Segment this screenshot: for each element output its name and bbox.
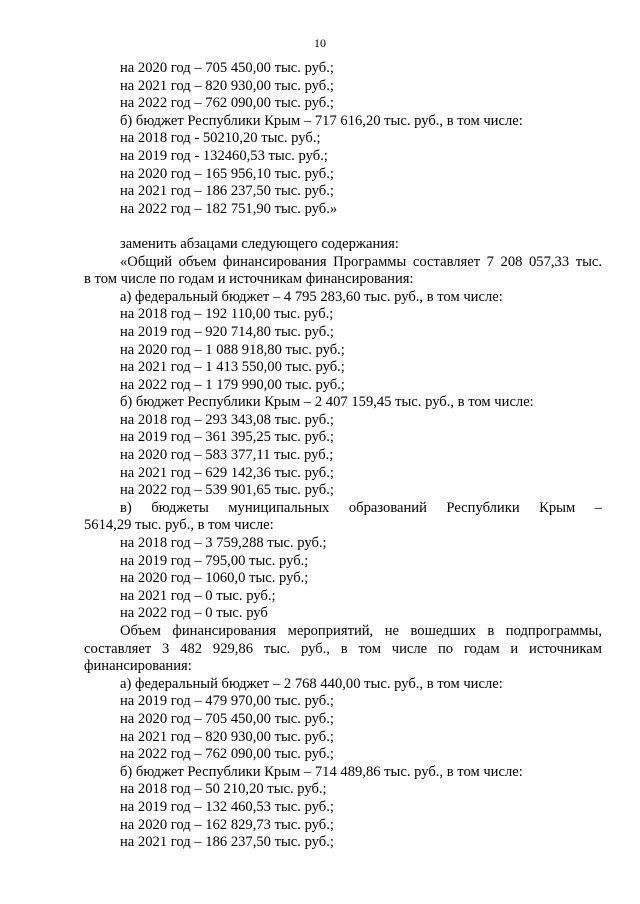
text-line: на 2018 год – 50 210,20 тыс. руб.; xyxy=(120,781,327,798)
text-line: на 2021 год – 820 930,00 тыс. руб.; xyxy=(120,728,334,745)
general-funding-line: в том числе по годам и источникам финансирования: xyxy=(84,271,414,288)
text-line: на 2020 год – 705 450,00 тыс. руб.; xyxy=(120,710,334,727)
text-line: на 2020 год – 583 377,11 тыс. руб.; xyxy=(120,447,334,464)
events-funding-block xyxy=(84,623,602,676)
text-line: на 2021 год – 186 237,50 тыс. руб.; xyxy=(120,834,334,851)
text-line: на 2021 год – 0 тыс. руб.; xyxy=(120,587,276,604)
text-line: на 2018 год - 50210,20 тыс. руб.; xyxy=(120,130,321,147)
events-crimea-block xyxy=(84,764,602,852)
text-line: на 2018 год – 3 759,288 тыс. руб.; xyxy=(120,535,327,552)
events-funding-line: финансирования: xyxy=(84,658,192,675)
paragraph-gap xyxy=(84,218,602,236)
document-body xyxy=(84,60,602,852)
general-funding-line: «Общий объем финансирования Программы составляет 7 208 057,33 тыс. xyxy=(120,253,602,270)
text-line: на 2019 год – 795,00 тыс. руб.; xyxy=(120,552,309,569)
text-line: на 2019 год – 132 460,53 тыс. руб.; xyxy=(120,798,334,815)
text-line: на 2018 год – 293 343,08 тыс. руб.; xyxy=(120,411,334,428)
federal-budget-header: а) федеральный бюджет – 4 795 283,60 тыс. руб., в том числе: xyxy=(120,288,503,305)
text-line: на 2020 год – 162 829,73 тыс. руб.; xyxy=(120,816,334,833)
text-line: на 2019 год – 920 714,80 тыс. руб.; xyxy=(120,323,334,340)
text-line: на 2020 год – 165 956,10 тыс. руб.; xyxy=(120,165,334,182)
replace-intro: заменить абзацами следующего содержания: xyxy=(120,235,399,252)
text-line: на 2022 год – 762 090,00 тыс. руб.; xyxy=(120,746,334,763)
crimea-budget-block xyxy=(84,394,602,500)
events-funding-line: составляет 3 482 929,86 тыс. руб., в том числе по годам и источникам xyxy=(84,640,602,657)
events-federal-block xyxy=(84,676,602,764)
text-line: б) бюджет Республики Крым – 717 616,20 тыс. руб., в том числе: xyxy=(120,112,523,129)
text-line: на 2020 год – 1 088 918,80 тыс. руб.; xyxy=(120,341,345,358)
text-line: на 2021 год – 186 237,50 тыс. руб.; xyxy=(120,183,334,200)
text-line: на 2020 год – 705 450,00 тыс. руб.; xyxy=(120,60,334,76)
federal-budget-block xyxy=(84,289,602,395)
text-line: на 2021 год – 629 142,36 тыс. руб.; xyxy=(120,464,334,481)
text-line: на 2020 год – 1060,0 тыс. руб.; xyxy=(120,570,309,587)
text-line: на 2021 год – 820 930,00 тыс. руб.; xyxy=(120,77,334,94)
text-line: на 2019 год – 361 395,25 тыс. руб.; xyxy=(120,429,334,446)
text-line: на 2019 год – 479 970,00 тыс. руб.; xyxy=(120,693,334,710)
crimea-budget-header: б) бюджет Республики Крым – 2 407 159,45 тыс. руб., в том числе: xyxy=(120,394,534,411)
municipal-budget-header: 5614,29 тыс. руб., в том числе: xyxy=(84,517,274,534)
municipal-budget-block xyxy=(84,500,602,623)
events-funding-line: Объем финансирования мероприятий, не вошедших в подпрограммы, xyxy=(120,623,602,639)
text-line: на 2022 год – 1 179 990,00 тыс. руб.; xyxy=(120,376,345,393)
municipal-budget-header: в) бюджеты муниципальных образований Республики Крым – xyxy=(120,499,602,516)
events-crimea-header: б) бюджет Республики Крым – 714 489,86 тыс. руб., в том числе: xyxy=(120,763,523,780)
text-line: на 2018 год – 192 110,00 тыс. руб.; xyxy=(120,306,334,323)
text-line: на 2022 год – 182 751,90 тыс. руб.» xyxy=(120,200,338,217)
text-line: на 2019 год - 132460,53 тыс. руб.; xyxy=(120,147,328,164)
events-federal-header: а) федеральный бюджет – 2 768 440,00 тыс. руб., в том числе: xyxy=(120,675,503,692)
text-line: на 2022 год – 539 901,65 тыс. руб.; xyxy=(120,482,334,499)
text-line: на 2022 год – 0 тыс. руб xyxy=(120,605,268,622)
text-line: на 2022 год – 762 090,00 тыс. руб.; xyxy=(120,95,334,112)
previous-text-block xyxy=(84,60,602,218)
text-line: на 2021 год – 1 413 550,00 тыс. руб.; xyxy=(120,359,345,376)
page-number: 10 xyxy=(314,36,326,50)
